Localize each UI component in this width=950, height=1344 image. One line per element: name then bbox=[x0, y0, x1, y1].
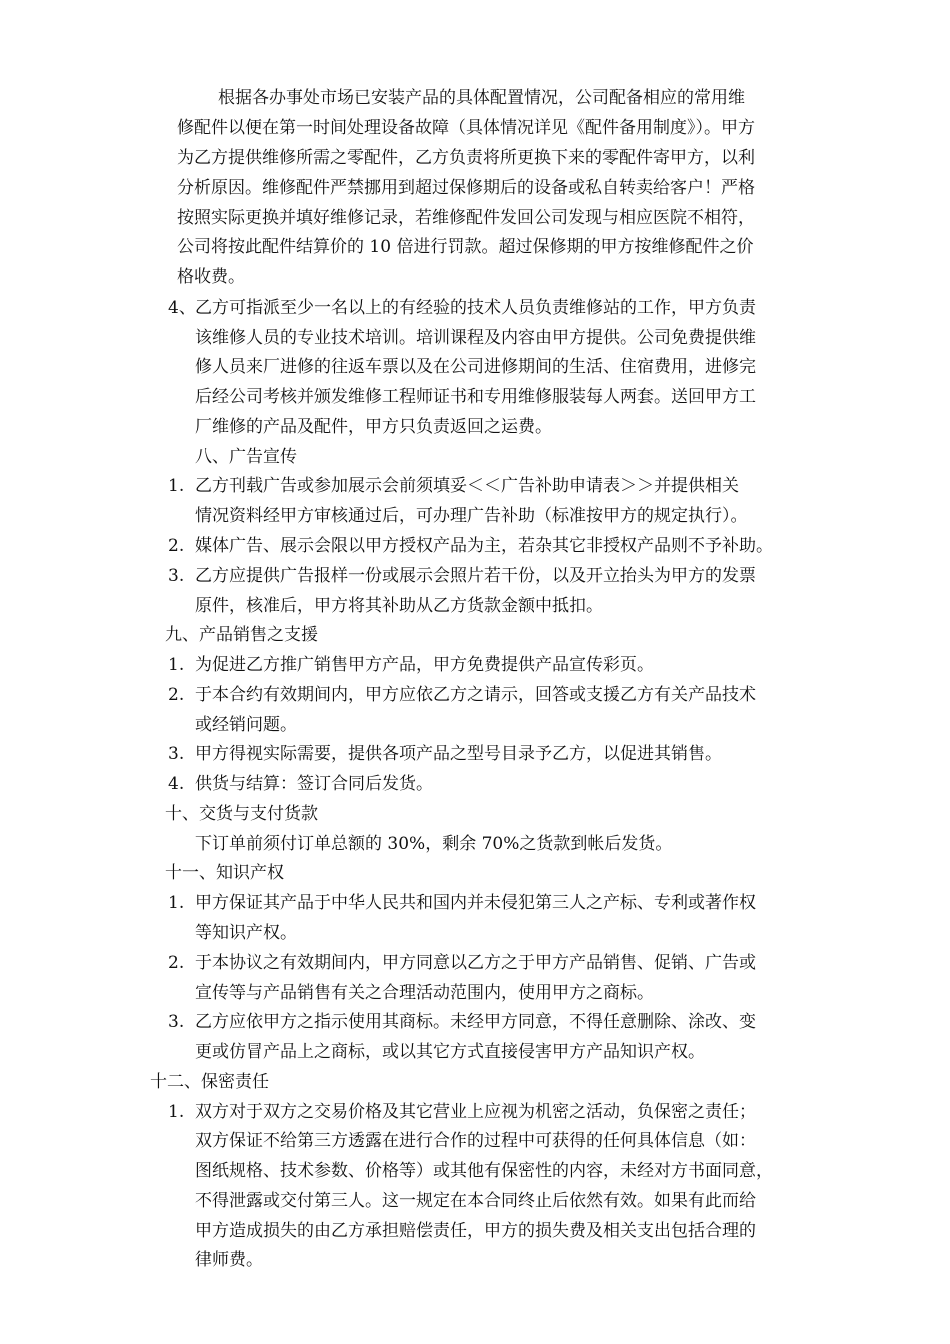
item-number: 2. bbox=[168, 536, 185, 556]
text-line: 该维修人员的专业技术培训。培训课程及内容由甲方提供。公司免费提供维 bbox=[195, 328, 756, 348]
section-heading: 九、产品销售之支援 bbox=[165, 625, 318, 645]
text-line: 下订单前须付订单总额的 30%，剩余 70%之货款到帐后发货。 bbox=[195, 834, 673, 854]
text-line: 甲方得视实际需要，提供各项产品之型号目录予乙方，以促进其销售。 bbox=[195, 744, 722, 764]
text-line: 分析原因。维修配件严禁挪用到超过保修期后的设备或私自转卖给客户！严格 bbox=[177, 178, 755, 198]
text-line: 乙方可指派至少一名以上的有经验的技术人员负责维修站的工作，甲方负责 bbox=[195, 298, 756, 318]
text-line: 根据各办事处市场已安装产品的具体配置情况，公司配备相应的常用维 bbox=[218, 88, 745, 108]
item-number: 2. bbox=[168, 953, 185, 973]
text-line: 不得泄露或交付第三人。这一规定在本合同终止后依然有效。如果有此而给 bbox=[195, 1191, 756, 1211]
section-heading: 十、交货与支付货款 bbox=[165, 804, 318, 824]
text-line: 格收费。 bbox=[177, 267, 245, 287]
text-line: 乙方刊载广告或参加展示会前须填妥＜＜广告补助申请表＞＞并提供相关 bbox=[195, 476, 739, 496]
text-line: 宣传等与产品销售有关之合理活动范围内，使用甲方之商标。 bbox=[195, 983, 654, 1003]
text-line: 甲方造成损失的由乙方承担赔偿责任，甲方的损失费及相关支出包括合理的 bbox=[195, 1221, 756, 1241]
text-line: 按照实际更换并填好维修记录，若维修配件发回公司发现与相应医院不相符， bbox=[177, 208, 755, 228]
item-number: 3. bbox=[168, 1012, 185, 1032]
text-line: 为促进乙方推广销售甲方产品，甲方免费提供产品宣传彩页。 bbox=[195, 655, 654, 675]
item-number: 2. bbox=[168, 685, 185, 705]
text-line: 图纸规格、技术参数、价格等）或其他有保密性的内容，未经对方书面同意， bbox=[195, 1161, 773, 1181]
item-number: 4. bbox=[168, 774, 185, 794]
text-line: 厂维修的产品及配件，甲方只负责返回之运费。 bbox=[195, 417, 552, 437]
text-line: 等知识产权。 bbox=[195, 923, 297, 943]
text-line: 更或仿冒产品上之商标，或以其它方式直接侵害甲方产品知识产权。 bbox=[195, 1042, 705, 1062]
section-heading: 十一、知识产权 bbox=[165, 863, 284, 883]
text-line: 情况资料经甲方审核通过后，可办理广告补助（标准按甲方的规定执行）。 bbox=[195, 506, 748, 526]
section-heading: 八、广告宣传 bbox=[195, 447, 297, 467]
text-line: 甲方保证其产品于中华人民共和国内并未侵犯第三人之产标、专利或著作权 bbox=[195, 893, 756, 913]
text-line: 于本合约有效期间内，甲方应依乙方之请示，回答或支援乙方有关产品技术 bbox=[195, 685, 756, 705]
text-line: 于本协议之有效期间内，甲方同意以乙方之于甲方产品销售、促销、广告或 bbox=[195, 953, 756, 973]
item-number: 1. bbox=[168, 1102, 185, 1122]
section-heading: 十二、保密责任 bbox=[150, 1072, 269, 1092]
text-line: 或经销问题。 bbox=[195, 715, 297, 735]
item-number: 1. bbox=[168, 893, 185, 913]
text-line: 媒体广告、展示会限以甲方授权产品为主，若杂其它非授权产品则不予补助。 bbox=[195, 536, 773, 556]
text-line: 为乙方提供维修所需之零配件，乙方负责将所更换下来的零配件寄甲方，以利 bbox=[177, 148, 755, 168]
text-line: 律师费。 bbox=[195, 1250, 263, 1270]
item-number: 3. bbox=[168, 566, 185, 586]
text-line: 公司将按此配件结算价的 10 倍进行罚款。超过保修期的甲方按维修配件之价 bbox=[177, 237, 754, 257]
text-line: 后经公司考核并颁发维修工程师证书和专用维修服装每人两套。送回甲方工 bbox=[195, 387, 756, 407]
text-line: 修配件以便在第一时间处理设备故障（具体情况详见《配件备用制度》）。甲方 bbox=[177, 118, 755, 138]
text-line: 乙方应提供广告报样一份或展示会照片若干份，以及开立抬头为甲方的发票 bbox=[195, 566, 756, 586]
item-number: 1. bbox=[168, 476, 185, 496]
text-line: 双方对于双方之交易价格及其它营业上应视为机密之活动，负保密之责任； bbox=[195, 1102, 756, 1122]
text-line: 原件，核准后，甲方将其补助从乙方货款金额中抵扣。 bbox=[195, 596, 603, 616]
item-number: 3. bbox=[168, 744, 185, 764]
text-line: 供货与结算：签订合同后发货。 bbox=[195, 774, 433, 794]
item-number: 4、 bbox=[168, 298, 196, 318]
item-number: 1. bbox=[168, 655, 185, 675]
text-line: 修人员来厂进修的往返车票以及在公司进修期间的生活、住宿费用，进修完 bbox=[195, 357, 756, 377]
text-line: 双方保证不给第三方透露在进行合作的过程中可获得的任何具体信息（如： bbox=[195, 1131, 756, 1151]
text-line: 乙方应依甲方之指示使用其商标。未经甲方同意，不得任意删除、涂改、变 bbox=[195, 1012, 756, 1032]
